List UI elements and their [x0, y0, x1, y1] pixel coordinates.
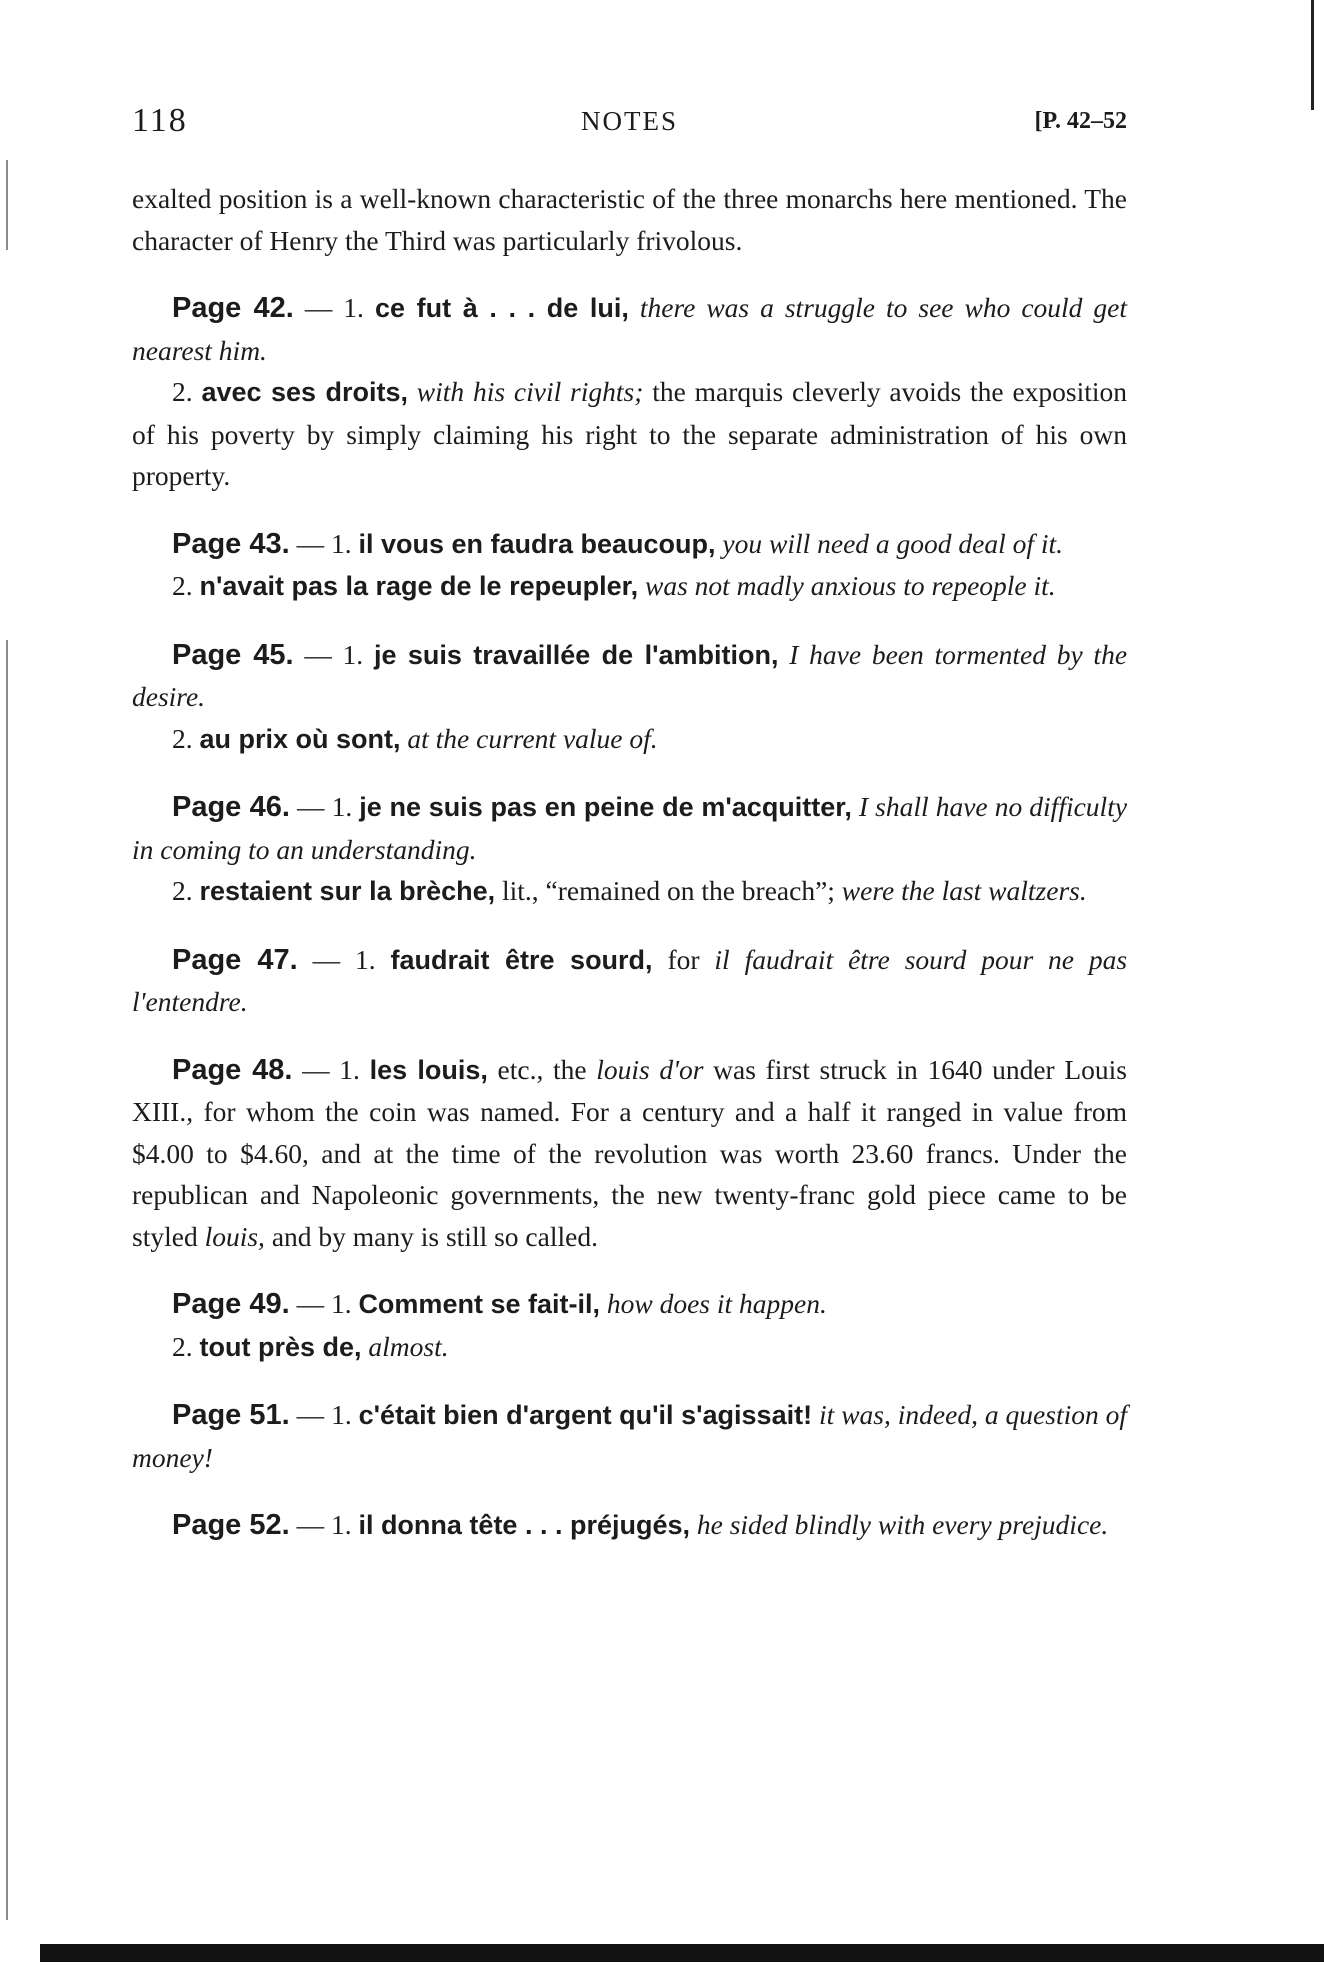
french-phrase: il vous en faudra beaucoup,: [358, 528, 716, 559]
commentary: the marquis cleverly avoids the exposition of his poverty by simply claiming his right to the separate administration of his own property.: [132, 376, 1128, 491]
item-number: — 1.: [296, 1509, 352, 1540]
item-number: 2.: [172, 1330, 193, 1362]
note-item: [132, 371, 1127, 497]
english-gloss: it was, indeed, a question of money!: [132, 1399, 1128, 1473]
note-entry-48: [132, 1049, 1127, 1258]
french-phrase: c'était bien d'argent qu'il s'agissait!: [358, 1400, 813, 1430]
french-phrase: je suis travaillée de l'ambition,: [373, 639, 779, 670]
item-number: — 1.: [296, 791, 353, 822]
english-gloss: was not madly anxious to repeople it.: [645, 570, 1056, 601]
coin-name: louis,: [204, 1220, 265, 1252]
english-gloss: there was a struggle to see who could get nearest him.: [132, 292, 1128, 366]
item-number: — 1.: [312, 943, 376, 975]
note-entry-42: [132, 287, 1127, 497]
note-item: [132, 1394, 1127, 1478]
coin-name: louis d'or: [596, 1053, 704, 1085]
scan-artifact: [6, 160, 8, 250]
note-entry-43: [132, 523, 1127, 608]
french-phrase: je ne suis pas en peine de m'acquitter,: [359, 792, 852, 822]
note-item: [132, 1504, 1127, 1547]
item-number: — 1.: [304, 638, 364, 670]
item-number: — 1.: [302, 1053, 360, 1085]
running-header: [132, 102, 1127, 146]
english-gloss: you will need a good deal of it.: [722, 527, 1064, 559]
french-phrase: n'avait pas la rage de le repeupler,: [199, 571, 639, 601]
french-phrase: il donna tête . . . préjugés,: [358, 1510, 690, 1540]
page-number: 118: [132, 102, 188, 139]
note-item: [132, 1326, 1127, 1369]
english-gloss: how does it happen.: [606, 1288, 827, 1319]
note-entry-47: [132, 939, 1127, 1023]
note-entry-51: [132, 1394, 1127, 1478]
intro-paragraph: exalted position is a well-known characteristic of the three monarchs here mentioned. The character of Henry the Third was particularly frivolous.: [132, 183, 1127, 256]
english-gloss: I shall have no difficulty in coming to an understanding.: [132, 791, 1128, 865]
page-label: Page 49.: [172, 1288, 290, 1320]
page-label: Page 51.: [172, 1399, 290, 1431]
page-label: Page 45.: [172, 638, 294, 671]
note-entry-46: [132, 786, 1127, 913]
english-gloss: he sided blindly with every prejudice.: [696, 1509, 1109, 1540]
french-phrase: Comment se fait-il,: [358, 1289, 600, 1319]
item-number: 2.: [172, 875, 193, 906]
page-label: Page 47.: [172, 943, 298, 976]
page-label: Page 43.: [172, 527, 290, 560]
commentary: lit., “remained on the breach”;: [502, 875, 835, 906]
note-item: [132, 718, 1127, 761]
running-title: NOTES: [581, 106, 678, 136]
page-label: Page 42.: [172, 292, 294, 324]
commentary: etc., the: [497, 1053, 587, 1085]
french-phrase: tout près de,: [199, 1331, 362, 1362]
english-gloss: I have been tormented by the desire.: [132, 638, 1128, 712]
english-gloss: at the current value of.: [407, 722, 658, 754]
commentary: was first struck in 1640 under Louis XIII., for whom the coin was named. For a century and a half it ranged in value from $4.00 to $4.60, and at the time of the revolution was worth 23.60 francs. Under the republican and Napoleonic governments, the new twenty-franc gold piece came to be styled: [132, 1053, 1128, 1252]
scan-artifact: [6, 640, 8, 1920]
note-item: [132, 634, 1127, 718]
note-item: [132, 939, 1127, 1023]
note-item: [132, 287, 1127, 371]
page-range: [P. 42–52: [1034, 108, 1127, 134]
item-number: 2.: [172, 376, 193, 407]
item-number: 2.: [172, 570, 193, 601]
note-item: [132, 523, 1127, 566]
item-number: — 1.: [296, 1399, 352, 1430]
item-number: — 1.: [296, 527, 352, 559]
page-label: Page 48.: [172, 1053, 293, 1086]
french-phrase: les louis,: [369, 1054, 488, 1085]
english-gloss: were the last waltzers.: [841, 875, 1087, 906]
item-number: — 1.: [304, 292, 364, 323]
french-phrase: restaient sur la brèche,: [199, 876, 496, 906]
english-gloss: with his civil rights;: [416, 376, 644, 407]
page-label: Page 52.: [172, 1509, 290, 1541]
english-gloss: almost.: [368, 1330, 449, 1362]
page-label: Page 46.: [172, 791, 290, 823]
note-entry-45: [132, 634, 1127, 761]
note-item: [132, 870, 1127, 913]
note-item: [132, 1283, 1127, 1326]
note-item: [132, 1049, 1127, 1258]
page-edge-rule: [1311, 0, 1314, 110]
french-phrase: ce fut à . . . de lui,: [374, 293, 629, 323]
page-bottom-edge: [40, 1944, 1324, 1962]
note-item: [132, 786, 1127, 870]
french-phrase: faudrait être sourd,: [390, 944, 653, 975]
french-phrase: au prix où sont,: [199, 723, 401, 754]
note-entry-52: [132, 1504, 1127, 1547]
french-phrase: avec ses droits,: [201, 377, 408, 407]
commentary: and by many is still so called.: [271, 1220, 598, 1252]
item-number: 2.: [172, 722, 193, 754]
commentary: for: [667, 943, 700, 975]
note-item: [132, 565, 1127, 608]
item-number: — 1.: [296, 1288, 352, 1319]
note-entry-49: [132, 1283, 1127, 1368]
notes-body: [132, 178, 1127, 1547]
french-quotation: il faudrait être sourd pour ne pas l'entendre.: [132, 943, 1128, 1017]
